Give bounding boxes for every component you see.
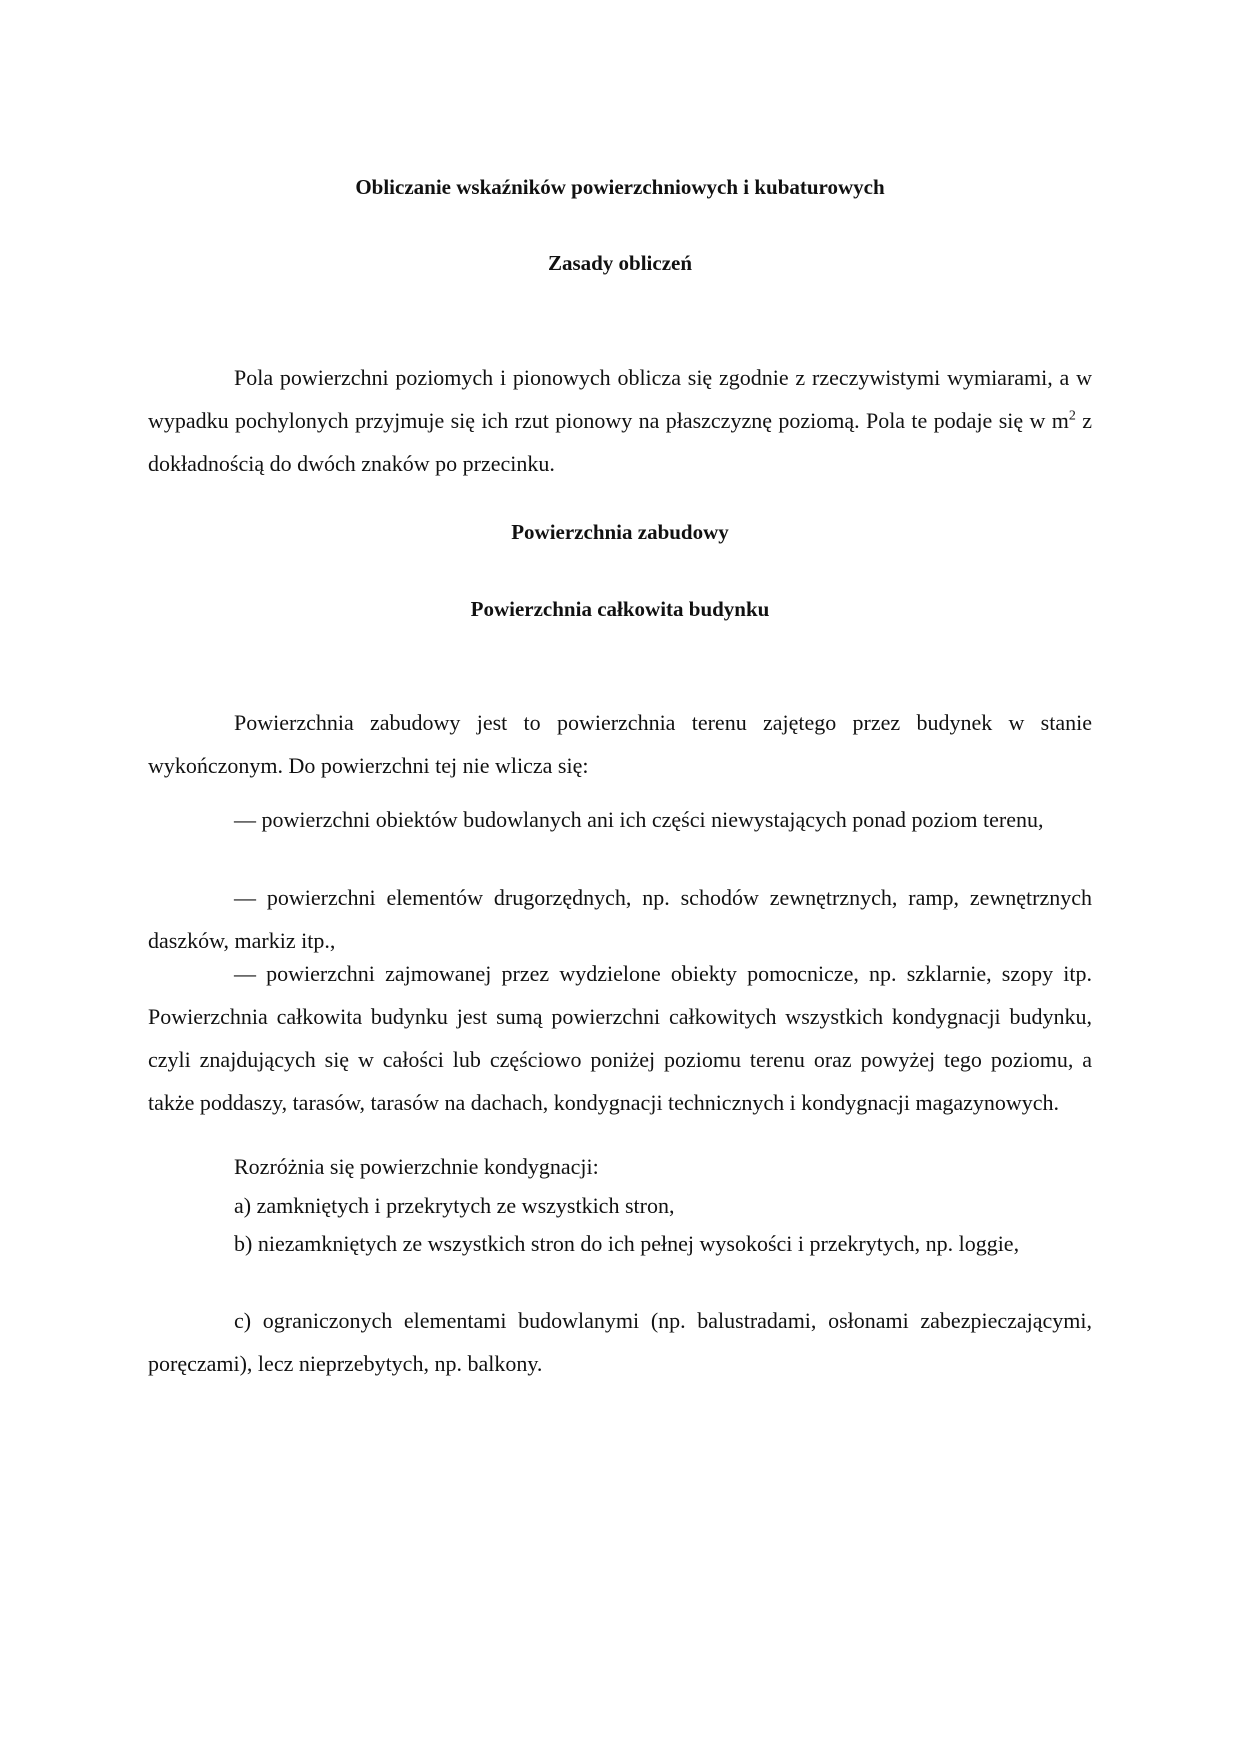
intro-paragraph	[148, 356, 1092, 485]
unit-exponent: 2	[1068, 408, 1076, 424]
intro-text: Pola powierzchni poziomych i pionowych oblicza się zgodnie z rzeczywistymi wymiarami, a w wypadku pochylonych przyjmuje się ich rzut pionowy na płaszczyznę poziomą. Pola te podaje się w m	[148, 365, 1092, 433]
body-paragraph-1: Powierzchnia zabudowy jest to powierzchnia terenu zajętego przez budynek w stanie wykończonym. Do powierzchni tej nie wlicza się:	[148, 710, 1092, 778]
list-item-2: — powierzchni elementów drugorzędnych, np. schodów zewnętrznych, ramp, zewnętrznych daszków, markiz itp.,	[148, 885, 1092, 953]
list-item-1: — powierzchni obiektów budowlanych ani ich części niewystających ponad poziom terenu,	[234, 807, 1044, 832]
section-heading-calkowita: Powierzchnia całkowita budynku	[470, 597, 770, 621]
document-subtitle: Zasady obliczeń	[547, 251, 693, 275]
document-title: Obliczanie wskaźników powierzchniowych i kubaturowych	[355, 175, 885, 199]
list-item-c: c) ograniczonych elementami budowlanymi (np. balustradami, osłonami zabezpieczającymi, poręczami), lecz nieprzebytych, np. balkony.	[148, 1308, 1092, 1376]
list-item-3: — powierzchni zajmowanej przez wydzielone obiekty pomocnicze, np. szklarnie, szopy itp. Powierzchnia całkowita budynku jest sumą powierzchni całkowitych wszystkich kondygnacji budynku, czyli znajdujących się w całości lub częściowo poniżej poziomu terenu oraz powyżej tego poziomu, a także poddaszy, tarasów, tarasów na dachach, kondygnacji technicznych i kondygnacji magazynowych.	[148, 961, 1092, 1115]
list-item-b: b) niezamkniętych ze wszystkich stron do ich pełnej wysokości i przekrytych, np. loggie,	[234, 1231, 1020, 1256]
body-paragraph-2: Rozróżnia się powierzchnie kondygnacji:	[234, 1154, 599, 1179]
intro-text-end: z dokładnością do dwóch znaków po przecinku.	[148, 408, 1093, 476]
list-item-a: a) zamkniętych i przekrytych ze wszystkich stron,	[234, 1193, 675, 1218]
section-heading-zabudowa: Powierzchnia zabudowy	[511, 520, 729, 544]
